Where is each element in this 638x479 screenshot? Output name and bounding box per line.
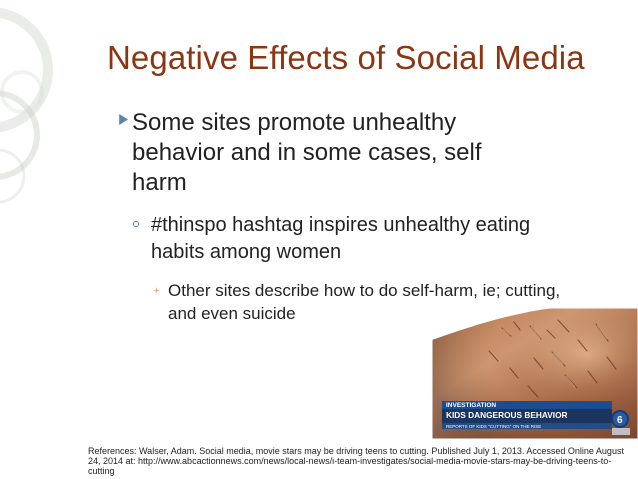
bullet-text-level-2: #thinspo hashtag inspires unhealthy eating habits among women — [151, 214, 531, 263]
bullet-text-level-3: Other sites describe how to do self-harm, ie; cutting, and even suicide — [168, 281, 561, 323]
triangle-bullet-icon — [117, 114, 128, 125]
circle-bullet-icon — [133, 221, 139, 227]
left-circle-decoration — [0, 0, 100, 479]
slide-title: Negative Effects of Social Media — [107, 39, 585, 76]
star-bullet-icon — [153, 287, 160, 294]
channel-logo-text: 6 — [617, 415, 623, 426]
news-ticker-line-2: REPORTS OF KIDS "CUTTING" ON THE RISE — [446, 424, 542, 429]
news-ticker-line-1: KIDS DANGEROUS BEHAVIOR — [446, 410, 568, 420]
bullet-text-level-1: Some sites promote unhealthy behavior and in some cases, self harm — [132, 109, 482, 196]
news-headline-text: INVESTIGATION — [446, 402, 497, 409]
references-footer: References: Walser, Adam. Social media, movie stars may be driving teens to cutting. Published July 1, 2013. Accessed Online August 24, 2014 at: http://www.abcactionnews.com/news/local-news/i-team-investigates/social-media-movie-stars-may-be-driving-teens-to-cutting — [88, 446, 624, 476]
news-photo — [432, 308, 638, 439]
